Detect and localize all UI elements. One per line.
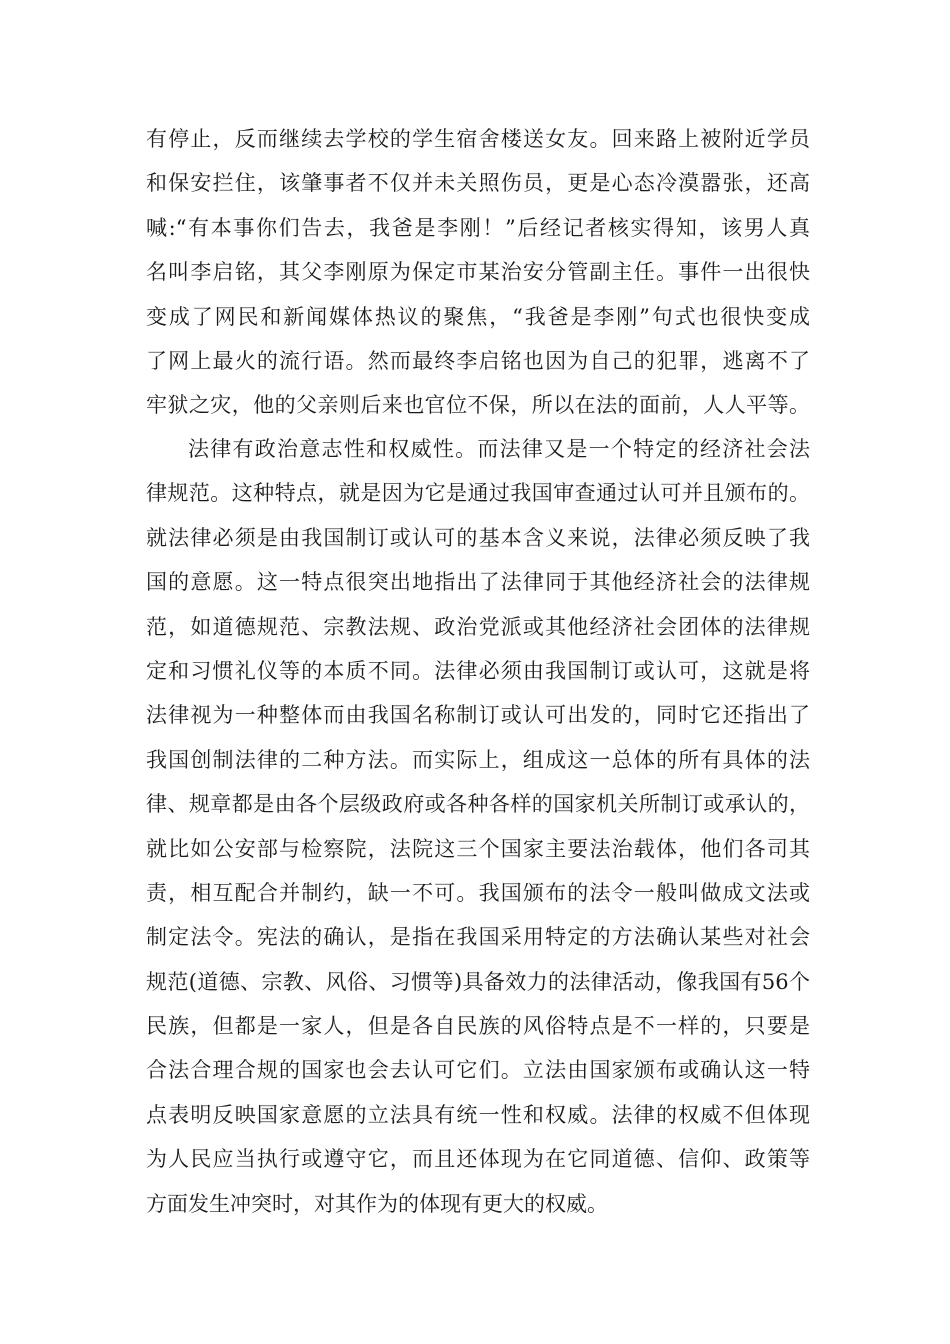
text-line: 了网上最火的流行语。然而最终李启铭也因为自己的犯罪，逃离不了	[146, 348, 810, 373]
text-line: 方面发生冲突时，对其作为的体现有更大的权威。	[146, 1191, 608, 1216]
text-line: 和保安拦住，该肇事者不仅并未关照伤员，更是心态冷漠嚣张，还高	[146, 171, 810, 196]
text-line: 民族，但都是一家人，但是各自民族的风俗特点是不一样的，只要是	[146, 1014, 810, 1039]
text-line: 有停止，反而继续去学校的学生宿舍楼送女友。回来路上被附近学员	[146, 127, 810, 151]
text-line: 我国创制法律的二种方法。而实际上，组成这一总体的所有具体的法	[146, 747, 810, 772]
text-line: 律规范。这种特点，就是因为它是通过我国审查通过认可并且颁布的。	[146, 481, 810, 506]
text-line: 为人民应当执行或遵守它，而且还体现为在它同道德、信仰、政策等	[146, 1147, 810, 1172]
text-line: 法律有政治意志性和权威性。而法律又是一个特定的经济社会法	[188, 437, 810, 461]
text-line: 国的意愿。这一特点很突出地指出了法律同于其他经济社会的法律规	[146, 570, 810, 595]
text-line: 范，如道德规范、宗教法规、政治党派或其他经济社会团体的法律规	[146, 614, 810, 639]
text-line: 变成了网民和新闻媒体热议的聚焦，“我爸是李刚”句式也很快变成	[146, 304, 810, 329]
text-line: 合法合理合规的国家也会去认可它们。立法由国家颁布或确认这一特	[146, 1058, 810, 1083]
text-line: 就法律必须是由我国制订或认可的基本含义来说，法律必须反映了我	[146, 525, 810, 550]
text-line: 牢狱之灾，他的父亲则后来也官位不保，所以在法的面前，人人平等。	[146, 393, 810, 418]
text-line: 就比如公安部与检察院，法院这三个国家主要法治载体，他们各司其	[146, 836, 810, 861]
text-line: 定和习惯礼仪等的本质不同。法律必须由我国制订或认可，这就是将	[146, 658, 810, 683]
text-line: 名叫李启铭，其父李刚原为保定市某治安分管副主任。事件一出很快	[146, 260, 810, 285]
paragraph	[146, 117, 810, 428]
text-line: 喊:“有本事你们告去，我爸是李刚！”后经记者核实得知，该男人真	[146, 215, 810, 240]
text-line: 点表明反映国家意愿的立法具有统一性和权威。法律的权威不但体现	[146, 1102, 810, 1127]
text-line: 制定法令。宪法的确认，是指在我国采用特定的方法确认某些对社会	[146, 925, 810, 950]
text-line: 规范(道德、宗教、风俗、习惯等)具备效力的法律活动，像我国有56个	[146, 969, 810, 994]
text-line: 法律视为一种整体而由我国名称制订或认可出发的，同时它还指出了	[146, 703, 810, 728]
paragraph	[146, 427, 810, 1226]
text-line: 律、规章都是由各个层级政府或各种各样的国家机关所制订或承认的，	[146, 792, 810, 817]
text-line: 责，相互配合并制约，缺一不可。我国颁布的法令一般叫做成文法或	[146, 880, 810, 905]
